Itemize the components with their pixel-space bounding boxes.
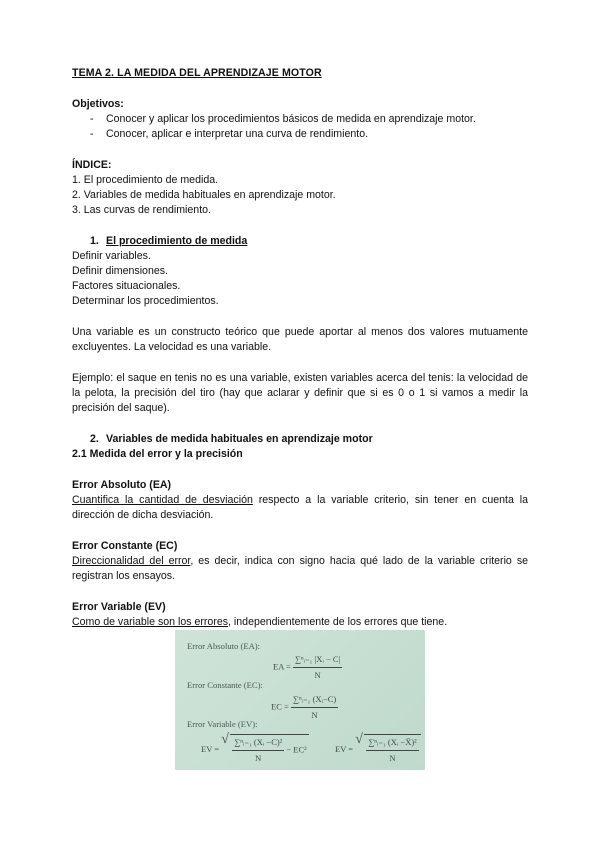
formula-ev1-lhs: EV = [201,743,220,754]
formula-ev-1 [201,734,309,766]
ea-rest: respecto a la variable criterio, sin tener en cuenta la dirección de dicha desviación. [72,494,528,521]
formula-ev1-tail: − EC² [286,744,307,755]
formula-ea-lhs: EA = [273,661,291,672]
formula-ev2-lhs: EV = [335,743,354,754]
list-item: - Conocer, aplicar e interpretar una curva de rendimiento. [90,127,528,142]
document-title: TEMA 2. LA MEDIDA DEL APRENDIZAJE MOTOR [72,67,322,79]
subsection-heading: 2.1 Medida del error y la precisión [72,448,243,460]
formula-ev2-denominator: N [389,753,396,763]
ev-paragraph [72,615,528,630]
formula-ec-numerator: ∑ⁿᵢ₌₁ (Xᵢ−C) [291,692,338,708]
formula-ea-fraction [293,652,342,683]
ev-rest: , independientemente de los errores que tiene. [228,616,448,628]
formula-ea-denominator: N [314,670,321,680]
section1-line: Definir variables. [72,250,151,262]
formula-ev1-fraction [232,735,284,766]
formula-ev1-numerator: √ ∑ⁿᵢ₌₁ (Xᵢ −C)² [232,735,284,751]
ea-paragraph [72,493,528,523]
section1-line: Factores situacionales. [72,280,181,292]
objetivos-list [72,112,528,142]
formula-ec-fraction [291,692,338,723]
ev-underlined: Como de variable son los errores [72,616,229,628]
section1-line: Determinar los procedimientos. [72,295,219,307]
objetivos-heading: Objetivos: [72,98,124,110]
indice-item: 2. Variables de medida habituales en aprendizaje motor. [72,189,336,201]
formula-label-ev: Error Variable (EV): [187,719,258,729]
section2-heading [72,432,528,447]
section1-paragraph-2: Ejemplo: el saque en tenis no es una variable, existen variables acerca del tenis: la velocidad de la pelota, la precisión del tiro (hay que aclarar y definir que si es 0 o 1 si vamos a medir la precisión del saque). [72,372,528,414]
section1-number: 1. [90,235,99,247]
formula-ea-numerator: ∑ⁿᵢ₌₁ |Xᵢ − C| [293,652,342,668]
formula-label-ec: Error Constante (EC): [187,680,263,690]
formula-ev2-fraction [366,735,419,766]
ec-paragraph [72,554,528,584]
list-item: - Conocer y aplicar los procedimientos básicos de medida en aprendizaje motor. [90,112,528,127]
section1-title: El procedimiento de medida [106,235,248,247]
document-page [72,66,528,630]
formula-ev2-numerator: √ ∑ⁿᵢ₌₁ (Xᵢ −X̄)² [366,735,419,751]
formula-ec-denominator: N [311,710,318,720]
ea-heading: Error Absoluto (EA) [72,479,172,491]
formula-ev2-sqrt [364,734,421,766]
section2-number: 2. [90,433,99,445]
section2-title: Variables de medida habituales en aprendizaje motor [106,433,373,445]
formula-ec-lhs: EC = [271,701,289,712]
formula-ec [271,692,338,723]
section1-line: Definir dimensiones. [72,265,168,277]
ec-rest: , es decir, indica con signo hacia qué lado de la variable criterio se registran los ensayos. [72,555,529,582]
formula-label-ea: Error Absoluto (EA): [187,641,261,651]
indice-item: 3. Las curvas de rendimiento. [72,204,211,216]
formula-photo [175,630,425,770]
formula-ea [273,652,342,683]
indice-item: 1. El procedimiento de medida. [72,174,219,186]
ec-heading: Error Constante (EC) [72,540,178,552]
ev-heading: Error Variable (EV) [72,601,166,613]
formula-ev-2 [335,734,421,766]
section1-paragraph-1: Una variable es un constructo teórico que puede aportar al menos dos valores mutuamente excluyentes. La velocidad es una variable. [72,326,528,353]
formula-ev1-denominator: N [255,753,262,763]
ea-underlined: Cuantifica la cantidad de desviación [72,494,253,506]
formula-ev1-sqrt [230,734,309,766]
ec-underlined: Direccionalidad del error [72,555,191,567]
indice-heading: ÍNDICE: [72,159,112,171]
section1-heading [72,234,528,249]
